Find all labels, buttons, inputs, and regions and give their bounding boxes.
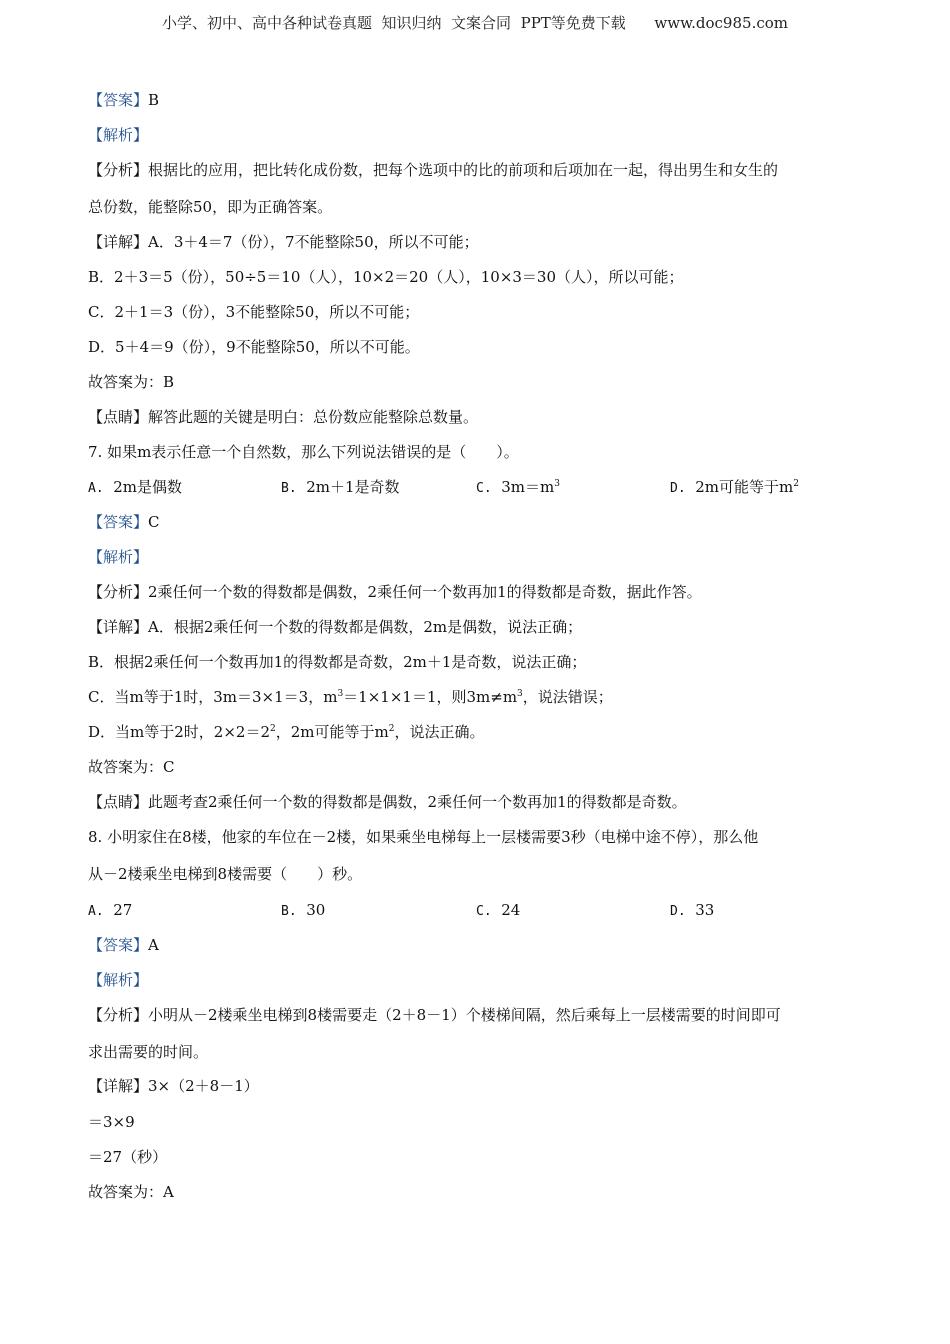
exponent: 3 bbox=[554, 479, 560, 489]
option-letter: D. bbox=[670, 481, 686, 496]
exponent: 3 bbox=[337, 689, 344, 699]
exponent: 2 bbox=[270, 724, 276, 734]
option-text: 2m是偶数 bbox=[113, 478, 182, 496]
q7-dianjing bbox=[88, 792, 687, 812]
q8-option-c bbox=[476, 900, 520, 922]
option-text: 3m＝m bbox=[501, 478, 555, 496]
fenxi-text: 小明从－2楼乘坐电梯到8楼需要走（2＋8－1）个楼梯间隔，然后乘每上一层楼需要的时间即可 bbox=[148, 1006, 781, 1024]
xiangjie-tag: 【详解】 bbox=[88, 1077, 149, 1095]
xiangjie-tag: 【详解】 bbox=[88, 618, 149, 636]
dianjing-text: 此题考查2乘任何一个数的得数都是偶数，2乘任何一个数再加1的得数都是奇数。 bbox=[148, 793, 687, 811]
answer-tag: 【答案】 bbox=[88, 91, 149, 109]
q7-conclusion: 故答案为：C bbox=[88, 758, 175, 776]
option-text: 33 bbox=[695, 901, 715, 919]
analysis-tag: 【解析】 bbox=[88, 971, 149, 989]
q7-stem: 7. 如果m表示任意一个自然数，那么下列说法错误的是（ ）。 bbox=[88, 443, 519, 461]
q6-xiangjie-c: C．2＋1＝3（份），3不能整除50，所以不可能； bbox=[88, 303, 420, 321]
q6-xiangjie-a bbox=[88, 232, 479, 252]
q7-analysis-heading bbox=[88, 547, 148, 567]
dianjing-tag: 【点睛】 bbox=[88, 408, 149, 426]
option-text: 27 bbox=[113, 901, 133, 919]
q7-option-b bbox=[281, 477, 400, 499]
xiangjie-text: A．3＋4＝7（份），7不能整除50，所以不可能； bbox=[148, 233, 479, 251]
option-letter: B. bbox=[281, 481, 297, 496]
q6-xiangjie-d: D．5＋4＝9（份），9不能整除50，所以不可能。 bbox=[88, 338, 420, 356]
exponent: 2 bbox=[793, 479, 799, 489]
option-letter: A. bbox=[88, 481, 104, 496]
answer-tag: 【答案】 bbox=[88, 936, 149, 954]
answer-tag: 【答案】 bbox=[88, 513, 149, 531]
q7-option-c bbox=[476, 477, 560, 499]
text-part: C．当m等于1时，3m＝3×1＝3，m bbox=[88, 688, 338, 706]
q6-analysis-heading bbox=[88, 125, 148, 145]
q8-xiangjie-2: ＝3×9 bbox=[88, 1113, 135, 1131]
option-letter: C. bbox=[476, 481, 492, 496]
text-part: ，说法错误； bbox=[522, 688, 613, 706]
q6-fenxi-line1 bbox=[88, 160, 778, 180]
q8-option-d bbox=[670, 900, 714, 922]
q6-answer-line bbox=[88, 90, 159, 110]
q8-answer-line bbox=[88, 935, 159, 955]
option-text: 24 bbox=[501, 901, 521, 919]
text-part: ，说法正确。 bbox=[394, 723, 485, 741]
q7-xiangjie-a bbox=[88, 617, 582, 637]
q7-xiangjie-c bbox=[88, 687, 613, 707]
q8-stem-line1: 8. 小明家住在8楼，他家的车位在－2楼，如果乘坐电梯每上一层楼需要3秒（电梯中途不停），那么他 bbox=[88, 828, 759, 846]
fenxi-text: 2乘任何一个数的得数都是偶数，2乘任何一个数再加1的得数都是奇数，据此作答。 bbox=[148, 583, 702, 601]
exponent: 2 bbox=[388, 724, 395, 734]
xiangjie-text: A．根据2乘任何一个数的得数都是偶数，2m是偶数，说法正确； bbox=[148, 618, 583, 636]
xiangjie-text: 3×（2＋8－1） bbox=[148, 1077, 259, 1095]
q8-fenxi-line2: 求出需要的时间。 bbox=[88, 1043, 209, 1061]
q7-xiangjie-d bbox=[88, 722, 484, 742]
answer-value: B bbox=[148, 91, 160, 109]
option-text: 2m＋1是奇数 bbox=[306, 478, 400, 496]
q8-option-a bbox=[88, 900, 132, 922]
q8-analysis-heading bbox=[88, 970, 148, 990]
q7-option-d bbox=[670, 477, 799, 499]
option-letter: C. bbox=[476, 904, 492, 919]
q6-fenxi-line2: 总份数，能整除50，即为正确答案。 bbox=[88, 198, 333, 216]
q8-xiangjie-3: ＝27（秒） bbox=[88, 1148, 168, 1166]
q7-option-a bbox=[88, 477, 182, 499]
q7-xiangjie-b: B．根据2乘任何一个数再加1的得数都是奇数，2m＋1是奇数，说法正确； bbox=[88, 653, 587, 671]
q8-fenxi-line1 bbox=[88, 1005, 781, 1025]
answer-value: C bbox=[148, 513, 160, 531]
answer-value: A bbox=[148, 936, 159, 954]
q6-conclusion: 故答案为：B bbox=[88, 373, 175, 391]
option-letter: B. bbox=[281, 904, 297, 919]
page-header: 小学、初中、高中各种试卷真题 知识归纳 文案合同 PPT等免费下载 www.doc985.com bbox=[161, 14, 788, 32]
analysis-tag: 【解析】 bbox=[88, 548, 149, 566]
xiangjie-tag: 【详解】 bbox=[88, 233, 149, 251]
fenxi-tag: 【分析】 bbox=[88, 1006, 149, 1024]
fenxi-text: 根据比的应用，把比转化成份数，把每个选项中的比的前项和后项加在一起，得出男生和女生的 bbox=[148, 161, 779, 179]
analysis-tag: 【解析】 bbox=[88, 126, 149, 144]
text-part: ，2m可能等于m bbox=[275, 723, 389, 741]
exponent: 3 bbox=[517, 689, 523, 699]
q8-xiangjie-1 bbox=[88, 1076, 259, 1096]
fenxi-tag: 【分析】 bbox=[88, 161, 149, 179]
q8-stem-line2: 从－2楼乘坐电梯到8楼需要（ ）秒。 bbox=[88, 865, 363, 883]
option-text: 2m可能等于m bbox=[695, 478, 794, 496]
dianjing-text: 解答此题的关键是明白：总份数应能整除总数量。 bbox=[148, 408, 479, 426]
q7-fenxi bbox=[88, 582, 702, 602]
q6-xiangjie-b: B．2＋3＝5（份），50÷5＝10（人），10×2＝20（人），10×3＝30（人），所以可能； bbox=[88, 268, 684, 286]
option-text: 30 bbox=[306, 901, 326, 919]
q8-option-b bbox=[281, 900, 325, 922]
option-letter: D. bbox=[670, 904, 686, 919]
q8-conclusion: 故答案为：A bbox=[88, 1183, 174, 1201]
fenxi-tag: 【分析】 bbox=[88, 583, 149, 601]
dianjing-tag: 【点睛】 bbox=[88, 793, 149, 811]
q6-dianjing bbox=[88, 407, 478, 427]
option-letter: A. bbox=[88, 904, 104, 919]
text-part: D．当m等于2时，2×2＝2 bbox=[88, 723, 270, 741]
q7-answer-line bbox=[88, 512, 160, 532]
text-part: ＝1×1×1＝1，则3m≠m bbox=[343, 688, 518, 706]
